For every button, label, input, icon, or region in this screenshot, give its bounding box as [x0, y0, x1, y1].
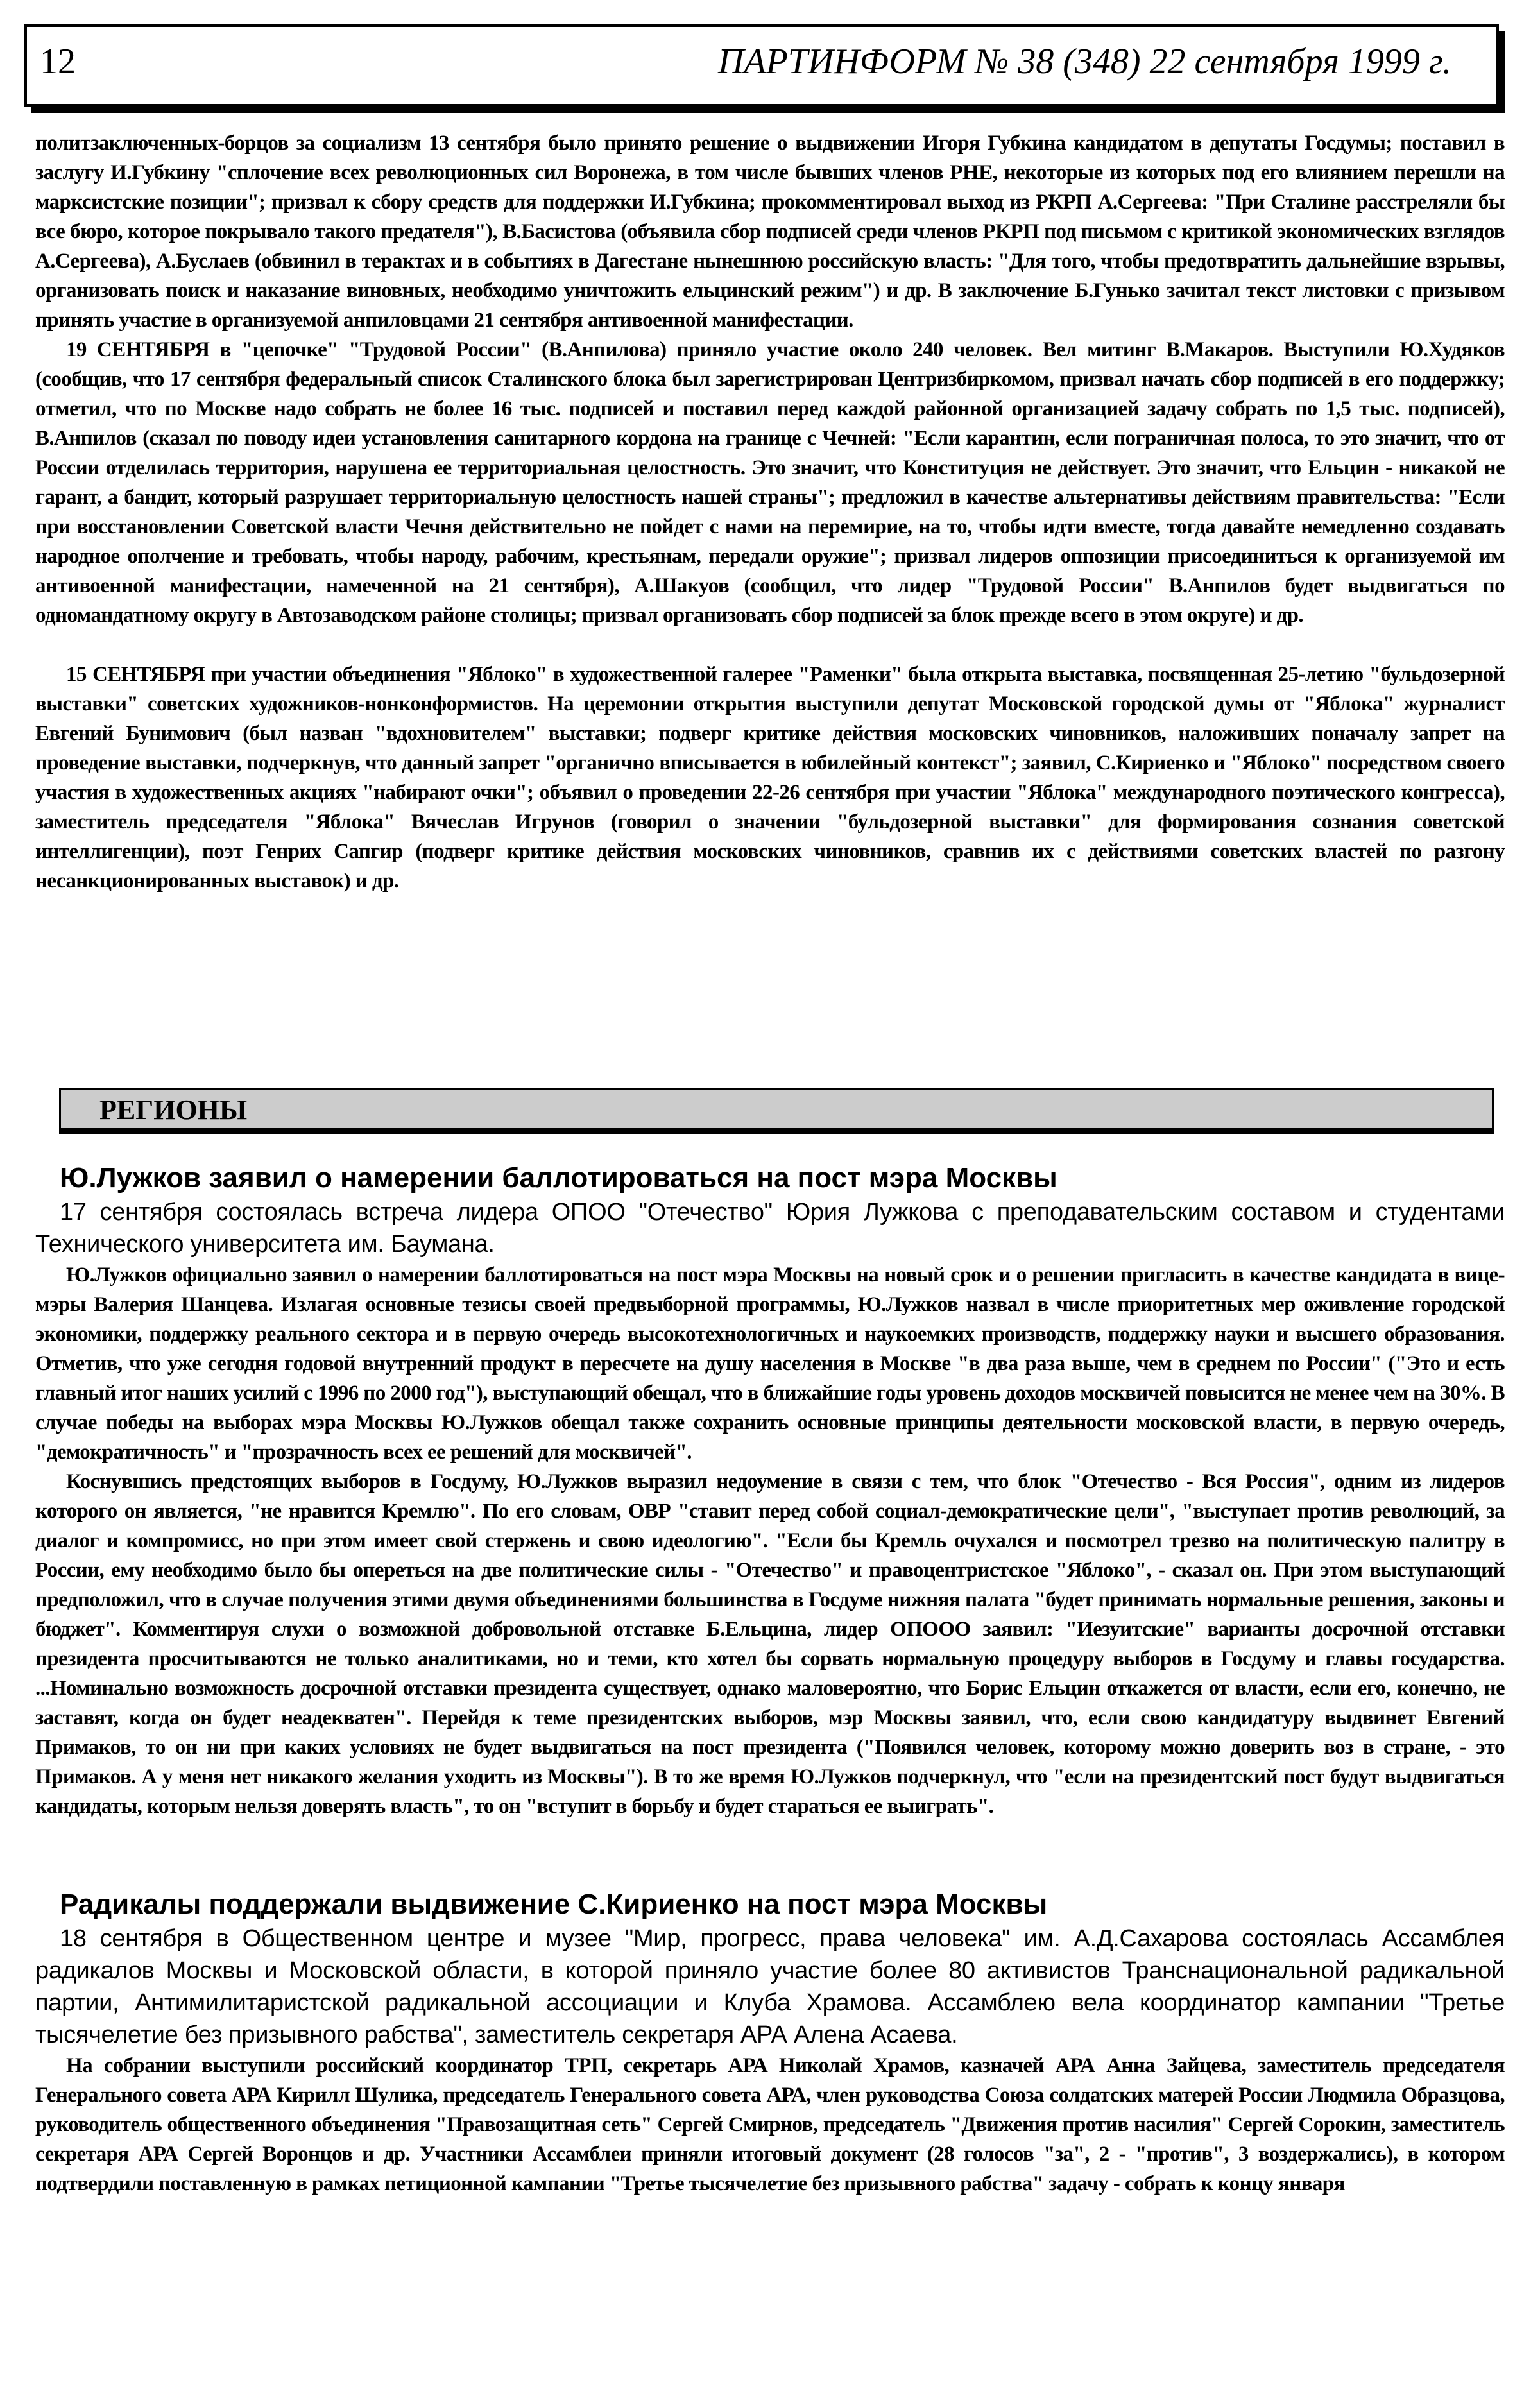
article-radicals	[35, 1887, 1505, 2198]
article-lead: 17 сентября состоялась встреча лидера ОПОО "Отечество" Юрия Лужкова с преподавательским составом и студентами Технического университета им. Баумана.	[35, 1199, 1505, 1258]
article-luzhkov	[35, 1160, 1505, 1821]
article-headline: Ю.Лужков заявил о намерении баллотироваться на пост мэра Москвы	[60, 1162, 1057, 1194]
section-title: РЕГИОНЫ	[99, 1094, 248, 1126]
paragraph: политзаключенных-борцов за социализм 13 сентября было принято решение о выдвижении Игоря Губкина кандидатом в депутаты Госдумы; поставил в заслугу И.Губкину "сплочение всех революционных сил Воронежа, в том числе бывших членов РНЕ, некоторые из которых под его влиянием перешли на марксистские позиции"; призвал к сбору средств для поддержки И.Губкина; прокомментировал выход из РКРП А.Сергеева: "При Сталине расстреляли бы все бюро, которое покрывало такого предателя"), В.Басистова (объявила сбор подписей среди членов РКРП под письмом с критикой экономических взглядов А.Сергеева), А.Буслаев (обвинил в терактах и в событиях в Дагестане нынешнюю российскую власть: "Для того, чтобы предотвратить дальнейшие взрывы, организовать поиск и наказание виновных, необходимо уничтожить ельцинский режим") и др. В заключение Б.Гунько зачитал текст листовки с призывом принять участие в организуемой анпиловцами 21 сентября антивоенной манифестации.	[35, 132, 1505, 332]
paragraph: Коснувшись предстоящих выборов в Госдуму, Ю.Лужков выразил недоумение в связи с тем, что блок "Отечество - Вся Россия", одним из лидеров которого он является, "не нравится Кремлю". По его словам, ОВР "ставит перед собой социал-демократические цели", "выступает против революций, за диалог и компромисс, но при этом имеет свой стержень и свою идеологию". "Если бы Кремль очухался и посмотрел трезво на политическую палитру в России, ему необходимо было бы опереться на две политические силы - "Отечество" и правоцентристское "Яблоко", - сказал он. При этом выступающий предположил, что в случае получения этими двумя объединениями большинства в Госдуме нижняя палата "будет принимать нормальные решения, законы и бюджет". Комментируя слухи о возможной добровольной отставке Б.Ельцина, лидер ОПООО заявил: "Иезуитские" варианты досрочной отставки президента просчитываются не только аналитиками, но и теми, кто хотел бы сорвать нормальную процедуру выборов в Госдуму и главы государства. ...Номинально возможность досрочной отставки президента существует, однако маловероятно, что Борис Ельцин откажется от власти, если его, конечно, не заставят, когда он будет неадекватен". Перейдя к теме президентских выборов, мэр Москвы заявил, что, если свою кандидатуру выдвинет Евгений Примаков, то он ни при каких условиях не будет выдвигаться на пост президента ("Появился человек, которому можно доверить воз в стране, - это Примаков. А у меня нет никакого желания уходить из Москвы"). В то же время Ю.Лужков подчеркнул, что "если на президентский пост будут выдвигаться кандидаты, которым нельзя доверять власть", то он "вступит в борьбу и будет стараться ее выиграть".	[35, 1470, 1505, 1818]
publication-title: ПАРТИНФОРМ № 38 (348) 22 сентября 1999 г.	[717, 42, 1451, 81]
page-number: 12	[40, 42, 76, 81]
paragraph: Ю.Лужков официально заявил о намерении баллотироваться на пост мэра Москвы на новый срок и о решении пригласить в качестве кандидата в вице-мэры Валерия Шанцева. Излагая основные тезисы своей предвыборной программы, Ю.Лужков назвал в числе приоритетных мер оживление городской экономики, поддержку реального сектора и в первую очередь высокотехнологичных и наукоемких производств, поддержку науки и высшего образования. Отметив, что уже сегодня годовой внутренний продукт в пересчете на душу населения в Москве "в два раза выше, чем в среднем по России" ("Это и есть главный итог наших усилий с 1996 по 2000 год"), выступающий обещал, что в ближайшие годы уровень доходов москвичей повысится не менее чем на 30%. В случае победы на выборах мэра Москвы Ю.Лужков обещал также сохранить основные принципы деятельности московской власти, в первую очередь, "демократичность" и "прозрачность всех ее решений для москвичей".	[35, 1264, 1505, 1464]
section-banner	[59, 1088, 1494, 1134]
article-headline: Радикалы поддержали выдвижение С.Кириенко на пост мэра Москвы	[60, 1889, 1048, 1920]
top-text	[35, 128, 1505, 896]
article-lead: 18 сентября в Общественном центре и музее "Мир, прогресс, права человека" им. А.Д.Сахарова состоялась Ассамблея радикалов Москвы и Московской области, в которой приняло участие более 80 активистов Транснациональной радикальной партии, Антимилитаристской радикальной ассоциации и Клуба Храмова. Ассамблею вела координатор кампании "Третье тысячелетие без призывного рабства", заместитель секретаря АРА Алена Асаева.	[35, 1925, 1505, 2048]
page-header	[24, 24, 1499, 107]
paragraph: На собрании выступили российский координатор ТРП, секретарь АРА Николай Храмов, казначей АРА Анна Зайцева, заместитель председателя Генерального совета АРА Кирилл Шулика, председатель Генерального совета АРА, член руководства Союза солдатских матерей России Людмила Образцова, руководитель общественного объединения "Правозащитная сеть" Сергей Смирнов, председатель "Движения против насилия" Сергей Сорокин, заместитель секретаря АРА Сергей Воронцов и др. Участники Ассамблеи приняли итоговый документ (28 голосов "за", 2 - "против", 3 воздержались), в котором подтвердили поставленную в рамках петиционной кампании "Третье тысячелетие без призывного рабства" задачу - собрать к концу января	[35, 2054, 1505, 2195]
paragraph: 15 СЕНТЯБРЯ при участии объединения "Яблоко" в художественной галерее "Раменки" была открыта выставка, посвященная 25-летию "бульдозерной выставки" советских художников-нонконформистов. На церемонии открытия выступили депутат Московской городской думы от "Яблока" журналист Евгений Бунимович (был назван "вдохновителем" выставки; подверг критике действия московских чиновников, наложивших поначалу запрет на проведение выставки, подчеркнув, что данный запрет "органично вписывается в юбилейный контекст"; заявил, С.Кириенко и "Яблоко" посредством своего участия в художественных акциях "набирают очки"; объявил о проведении 22-26 сентября при участии "Яблока" международного поэтического конгресса), заместитель председателя "Яблока" Вячеслав Игрунов (говорил о значении "бульдозерной выставки" для формирования сознания советской интеллигенции), поэт Генрих Сапгир (подверг критике действия московских чиновников, сравнив их с действиями советских властей по разгону несанкционированных выставок) и др.	[35, 663, 1505, 893]
paragraph: 19 СЕНТЯБРЯ в "цепочке" "Трудовой России" (В.Анпилова) приняло участие около 240 человек. Вел митинг В.Макаров. Выступили Ю.Худяков (сообщив, что 17 сентября федеральный список Сталинского блока был зарегистрирован Центризбиркомом, призвал начать сбор подписей в его поддержку; отметил, что по Москве надо собрать не более 16 тыс. подписей и поставил перед каждой районной организацией задачу собрать по 1,5 тыс. подписей), В.Анпилов (сказал по поводу идеи установления санитарного кордона на границе с Чечней: "Если карантин, если пограничная полоса, то это значит, что от России отделилась территория, нарушена ее территориальная целостность. Это значит, что Конституция не действует. Это значит, что Ельцин - никакой не гарант, а бандит, который разрушает территориальную целостность нашей страны"; предложил в качестве альтернативы действиям правительства: "Если при восстановлении Советской власти Чечня действительно не пойдет с нами на перемирие, на то, чтобы идти вместе, тогда давайте немедленно создавать народное ополчение и требовать, чтобы народу, рабочим, крестьянам, передали оружие"; призвал лидеров оппозиции присоединиться к организуемой им антивоенной манифестации, намеченной на 21 сентября), А.Шакуов (сообщил, что лидер "Трудовой России" В.Анпилов будет выдвигаться по одномандатному округу в Автозаводском районе столицы; призвал организовать сбор подписей за блок прежде всего в этом округе) и др.	[35, 338, 1505, 627]
